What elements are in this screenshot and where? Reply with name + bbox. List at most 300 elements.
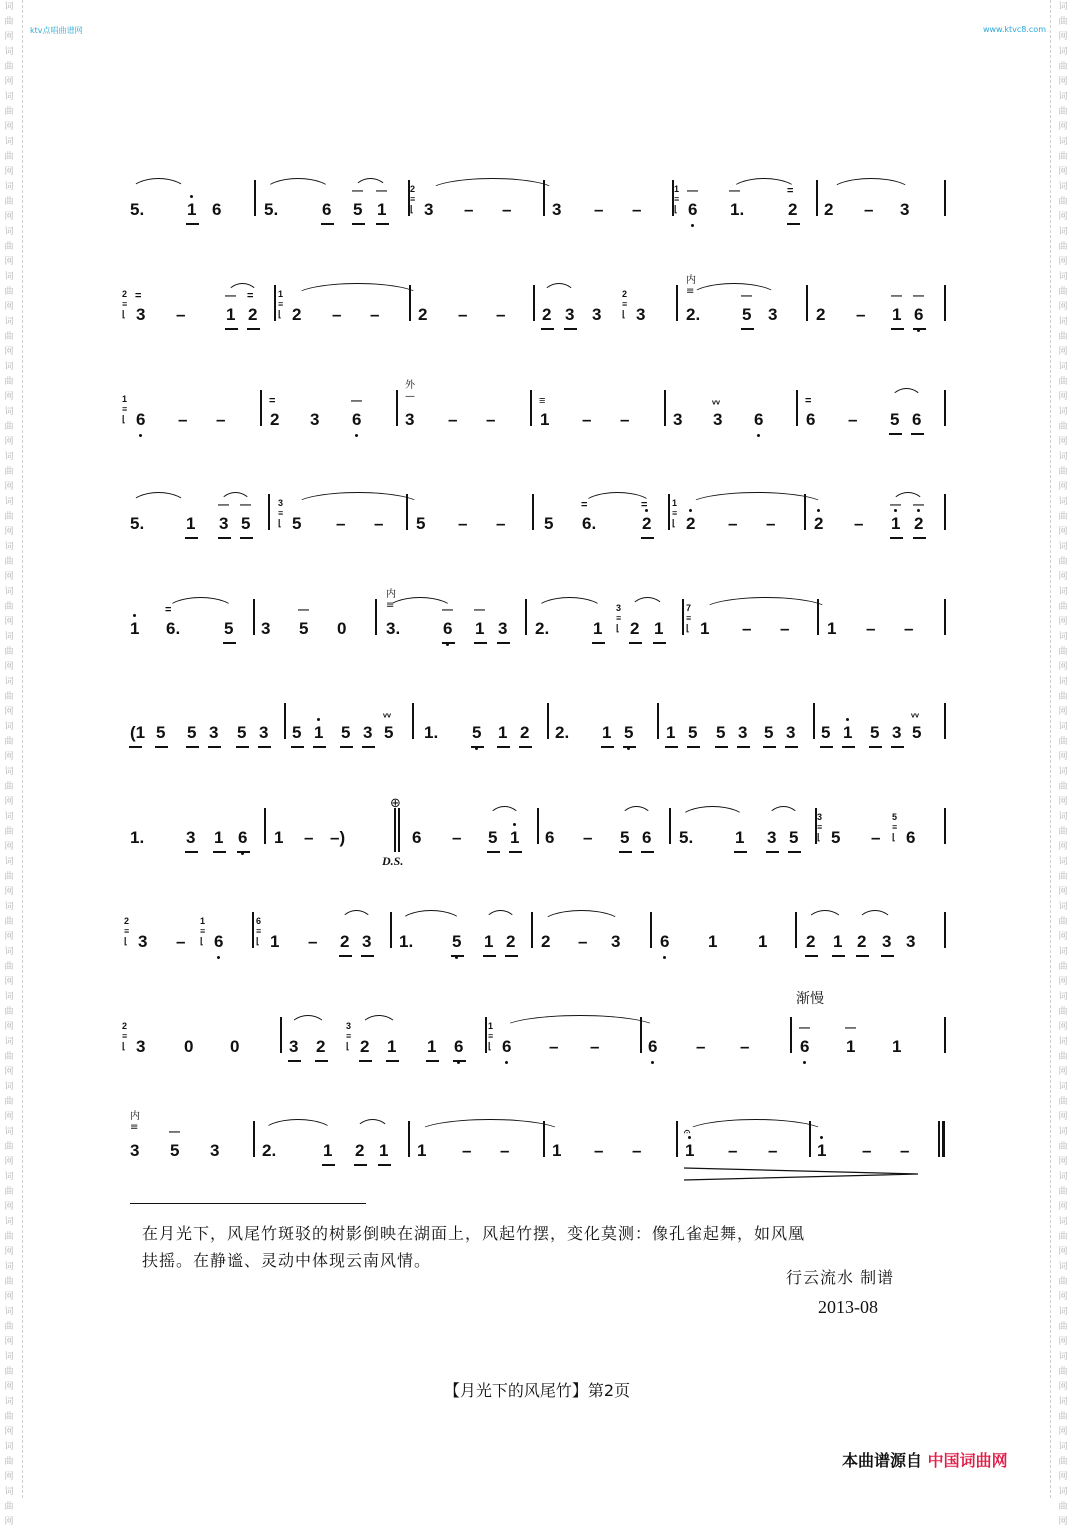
note: 6 xyxy=(754,410,763,430)
double-barline xyxy=(398,808,400,852)
barline xyxy=(664,390,666,426)
note: 5 xyxy=(416,514,426,533)
eighth-underline xyxy=(564,328,577,330)
slur-arc xyxy=(289,1015,327,1029)
high-octave-dot xyxy=(846,718,849,721)
note: 2 xyxy=(340,932,350,951)
barline xyxy=(790,1017,792,1053)
note: 5 xyxy=(341,723,351,742)
barline xyxy=(375,599,377,635)
ornament-mark: — xyxy=(891,290,902,302)
note: 5 xyxy=(870,723,880,742)
eighth-underline xyxy=(247,328,260,330)
eighth-underline xyxy=(483,955,496,957)
note: – xyxy=(458,514,468,533)
slur-arc xyxy=(166,597,235,611)
left-watermark-strip: 词 曲 网 词 曲 网 词 曲 网 词 曲 网 词 曲 网 词 曲 网 词 曲 网 词 曲 网 词 曲 网 词 曲 网 词 曲 网 词 曲 网 词 曲 网 词 曲 网 词 曲 网 词 曲 网 词 曲 网 词 曲 网 词 曲 网 词 曲 网 词 曲 网 词 曲 网 词 曲 网 词 曲 网 词 曲 网 词 曲 网 词 曲 网 词 曲 网 词 曲 网 词 曲 网 词 曲 网 词 曲 网 词 曲 网 词 曲 网 xyxy=(4,2,14,1527)
note: 3 xyxy=(900,200,910,219)
eighth-underline xyxy=(386,1060,399,1062)
note: 3 xyxy=(882,932,892,951)
eighth-underline xyxy=(913,537,926,539)
eighth-underline xyxy=(653,642,666,644)
slur-arc xyxy=(353,178,388,192)
final-barline xyxy=(938,1121,940,1157)
note: 1 xyxy=(187,200,196,220)
note: 6 xyxy=(412,828,422,847)
score-row xyxy=(0,701,1074,781)
note: 1 xyxy=(602,723,612,742)
source-prefix: 本曲谱源自 xyxy=(842,1451,923,1470)
eighth-underline xyxy=(881,955,894,957)
ornament-mark: ≡ xyxy=(539,395,546,407)
ornament-mark: — xyxy=(474,604,485,616)
note: 3 xyxy=(138,932,148,951)
slur-arc xyxy=(130,492,187,506)
note: – xyxy=(856,305,866,324)
barline xyxy=(796,390,798,426)
slur-arc xyxy=(360,1015,398,1029)
barline xyxy=(408,1121,410,1157)
note: 1. xyxy=(130,828,145,847)
note: 6 xyxy=(502,1037,511,1057)
barline xyxy=(254,180,256,216)
eighth-underline xyxy=(487,851,500,853)
fingering-annotation: 内 ≡ xyxy=(130,1111,140,1133)
note: 5 xyxy=(789,828,799,847)
grace-note: 1 ≡ ⌊ xyxy=(278,289,284,319)
note: – xyxy=(486,410,496,429)
grace-note: 3 ≡ ⌊ xyxy=(616,603,622,633)
header-left-site[interactable]: ktv点唱曲谱网 xyxy=(30,26,83,35)
note: 0 xyxy=(184,1037,194,1056)
description-line-1: 在月光下，风尾竹斑驳的树影倒映在湖面上，风起竹摆，变化莫测：像孔雀起舞，如风凰 xyxy=(142,1224,806,1243)
note: 6 xyxy=(642,828,652,847)
note: 3 xyxy=(130,1141,140,1160)
note: 2 xyxy=(360,1037,370,1056)
note: – xyxy=(742,619,752,638)
barline xyxy=(547,703,549,739)
note: – xyxy=(904,619,914,638)
barline xyxy=(944,599,946,635)
final-barline xyxy=(942,1121,945,1157)
low-octave-dot xyxy=(651,1061,654,1064)
note: – xyxy=(871,828,881,847)
barline xyxy=(280,1017,282,1053)
note: 3 xyxy=(219,514,229,533)
barline xyxy=(682,599,684,635)
ornament-mark: = xyxy=(641,499,648,511)
note: 5 xyxy=(156,723,166,742)
barline xyxy=(816,180,818,216)
note: – xyxy=(900,1141,910,1160)
slur-arc xyxy=(264,178,332,192)
eighth-underline xyxy=(519,746,532,748)
slur-arc xyxy=(417,1119,563,1133)
barline xyxy=(657,703,659,739)
score-row xyxy=(0,1111,1074,1199)
ornament-mark: = xyxy=(269,395,276,407)
eighth-underline xyxy=(340,746,353,748)
slur-arc xyxy=(219,492,252,506)
eighth-underline xyxy=(623,746,636,748)
note: 1 xyxy=(827,619,837,638)
note: – xyxy=(332,305,342,324)
note: 1. xyxy=(424,723,439,742)
header-right-url[interactable]: www.ktvc8.com xyxy=(982,25,1046,34)
slur-arc xyxy=(355,1119,390,1133)
eighth-underline xyxy=(665,746,678,748)
note: – xyxy=(620,410,630,429)
note: 5 xyxy=(890,410,900,429)
slur-arc xyxy=(890,388,923,402)
slur-arc xyxy=(690,283,778,297)
note: 3 xyxy=(186,828,196,847)
low-octave-dot xyxy=(803,1061,806,1064)
slur-arc xyxy=(226,283,259,297)
high-octave-dot xyxy=(190,195,193,198)
eighth-underline xyxy=(592,642,605,644)
ornament-mark: — xyxy=(351,395,362,407)
slur-arc xyxy=(830,178,912,192)
note: 5 xyxy=(292,514,302,533)
note: 6 xyxy=(136,410,145,430)
note: 2 xyxy=(355,1141,365,1160)
note: 1 xyxy=(666,723,676,742)
slur-arc xyxy=(386,597,454,611)
note: 1 xyxy=(387,1037,397,1056)
eighth-underline xyxy=(218,537,231,539)
slur-arc xyxy=(702,597,830,611)
fingering-annotation: 内 ≡ xyxy=(386,589,396,611)
note: 2 xyxy=(686,514,695,534)
note: – xyxy=(594,1141,604,1160)
note: 1 xyxy=(891,514,900,534)
eighth-underline xyxy=(497,746,510,748)
note: 1 xyxy=(484,932,494,951)
arrangement-date: 2013-08 xyxy=(818,1297,878,1317)
ornament-mark: = xyxy=(581,499,588,511)
eighth-underline xyxy=(715,746,728,748)
grace-note: 7 ≡ ⌊ xyxy=(686,603,692,633)
eighth-underline xyxy=(291,746,304,748)
eighth-underline xyxy=(129,746,142,748)
eighth-underline xyxy=(890,537,903,539)
note: 1 xyxy=(843,723,852,743)
eighth-underline xyxy=(785,746,798,748)
segno-coda-icon: ⊕ xyxy=(390,796,401,811)
slur-arc xyxy=(484,910,517,924)
note: 5 xyxy=(742,305,752,324)
note: 1 xyxy=(817,1141,826,1161)
low-octave-dot xyxy=(691,224,694,227)
note: 5 xyxy=(237,723,247,742)
eighth-underline xyxy=(766,851,779,853)
eighth-underline xyxy=(236,746,249,748)
barline xyxy=(412,703,414,739)
eighth-underline xyxy=(629,642,642,644)
eighth-underline xyxy=(185,537,198,539)
barline xyxy=(284,703,286,739)
slur-arc xyxy=(340,910,373,924)
slur-arc xyxy=(806,910,844,924)
eighth-underline xyxy=(322,1164,335,1166)
eighth-underline xyxy=(453,1060,466,1062)
eighth-underline xyxy=(497,642,510,644)
eighth-underline xyxy=(911,433,924,435)
note: 6 xyxy=(214,932,223,952)
ornament-mark: — xyxy=(218,499,229,511)
note: 5 xyxy=(472,723,481,743)
eighth-underline xyxy=(856,955,869,957)
note: – xyxy=(862,1141,872,1160)
eighth-underline xyxy=(601,746,614,748)
note: –) xyxy=(330,828,346,847)
score-row xyxy=(0,492,1074,572)
note: 3 xyxy=(636,305,646,324)
slur-arc xyxy=(294,492,422,506)
slur-arc xyxy=(620,806,653,820)
eighth-underline xyxy=(788,851,801,853)
fingering-annotation: 内 ≡ xyxy=(686,275,696,297)
slur-arc xyxy=(857,910,893,924)
note: 1. xyxy=(730,200,745,219)
note: 1 xyxy=(417,1141,427,1160)
eighth-underline xyxy=(741,328,754,330)
note: 1. xyxy=(399,932,414,951)
arranger-credit: 行云流水 制谱 xyxy=(786,1268,895,1287)
note: 1 xyxy=(833,932,843,951)
note: 1 xyxy=(314,723,323,743)
note: 1 xyxy=(270,932,280,951)
eighth-underline xyxy=(471,746,484,748)
note: 3 xyxy=(611,932,621,951)
grace-note: 2 ≡ ⌊ xyxy=(410,184,416,214)
note: – xyxy=(549,1037,559,1056)
note: – xyxy=(740,1037,750,1056)
barline xyxy=(944,808,946,844)
note: – xyxy=(696,1037,706,1056)
grace-note: 2 ≡ ⌊ xyxy=(122,289,128,319)
ornament-mark: = xyxy=(787,185,794,197)
eighth-underline xyxy=(155,746,168,748)
note: 1 xyxy=(758,932,768,951)
eighth-underline xyxy=(541,328,554,330)
note: 3 xyxy=(892,723,902,742)
barline xyxy=(944,180,946,216)
note: 5 xyxy=(299,619,309,638)
barline xyxy=(253,1121,255,1157)
note: – xyxy=(452,828,462,847)
note: – xyxy=(176,305,186,324)
eighth-underline xyxy=(378,1164,391,1166)
eighth-underline xyxy=(842,746,855,748)
note: 6 xyxy=(800,1037,809,1057)
note: – xyxy=(780,619,790,638)
slur-arc xyxy=(535,597,604,611)
note: 1 xyxy=(498,723,508,742)
ornament-mark: — xyxy=(845,1022,856,1034)
note: 1 xyxy=(214,828,224,847)
note: – xyxy=(462,1141,472,1160)
note: – xyxy=(866,619,876,638)
note: – xyxy=(768,1141,778,1160)
barline xyxy=(944,1017,946,1053)
note: – xyxy=(728,1141,738,1160)
note: – xyxy=(582,410,592,429)
tempo-marking: 渐慢 xyxy=(796,991,824,1007)
note: – xyxy=(176,932,186,951)
decrescendo-hairpin xyxy=(682,1166,922,1182)
note: 1 xyxy=(130,619,139,639)
barline xyxy=(944,912,946,948)
note: 2 xyxy=(541,932,551,951)
note: 5 xyxy=(241,514,251,533)
note: 5. xyxy=(679,828,694,847)
note: 6 xyxy=(212,200,222,219)
eighth-underline xyxy=(913,328,926,330)
score-row xyxy=(0,178,1074,258)
eighth-underline xyxy=(288,1060,301,1062)
note: 5 xyxy=(292,723,302,742)
note: – xyxy=(594,200,604,219)
note: – xyxy=(304,828,314,847)
ornament-mark: — xyxy=(376,185,387,197)
ornament-mark: — xyxy=(687,185,698,197)
note: 5 xyxy=(488,828,498,847)
slur-arc xyxy=(294,283,421,297)
ornament-mark: = xyxy=(805,395,812,407)
note: 1 xyxy=(540,410,550,429)
note: 6 xyxy=(352,410,361,430)
note: 1 xyxy=(700,619,710,638)
barline xyxy=(944,494,946,530)
eighth-underline xyxy=(737,746,750,748)
grace-note: 1 ≡ ⌊ xyxy=(488,1021,494,1051)
slur-arc xyxy=(767,806,800,820)
note: – xyxy=(448,410,458,429)
eighth-underline xyxy=(509,851,522,853)
note: 1 xyxy=(685,1141,694,1161)
note: 3 xyxy=(136,1037,146,1056)
note: 3 xyxy=(261,619,271,638)
slur-arc xyxy=(582,492,653,506)
note: 3 xyxy=(552,200,562,219)
ornament-mark: ᵥᵥ xyxy=(911,708,920,720)
eighth-underline xyxy=(734,851,747,853)
footnote-rule xyxy=(130,1203,366,1204)
note: 1 xyxy=(186,514,196,533)
slur-arc xyxy=(428,178,557,192)
note: 5. xyxy=(130,514,145,533)
note: 3 xyxy=(136,305,146,324)
ornament-mark: 𝄐 xyxy=(684,1126,691,1138)
note: 2 xyxy=(816,305,826,324)
ornament-mark: ᵥᵥ xyxy=(383,708,392,720)
eighth-underline xyxy=(361,955,374,957)
note: 1 xyxy=(379,1141,389,1160)
note: 2 xyxy=(248,305,258,324)
eighth-underline xyxy=(442,642,455,644)
note: 3 xyxy=(362,932,372,951)
note: 6 xyxy=(806,410,816,429)
barline xyxy=(253,599,255,635)
eighth-underline xyxy=(223,642,236,644)
note: – xyxy=(464,200,474,219)
note: 3 xyxy=(786,723,796,742)
barline xyxy=(531,912,533,948)
source-site-link[interactable]: 中国词曲网 xyxy=(927,1451,1008,1470)
note: 2 xyxy=(542,305,552,324)
note: 6 xyxy=(322,200,332,219)
barline xyxy=(530,390,532,426)
note: 6 xyxy=(912,410,922,429)
note: 1 xyxy=(593,619,603,638)
low-octave-dot xyxy=(139,434,142,437)
eighth-underline xyxy=(315,1060,328,1062)
grace-note: 3 ≡ ⌊ xyxy=(346,1021,352,1051)
barline xyxy=(268,494,270,530)
grace-note: 6 ≡ ⌊ xyxy=(256,916,262,946)
note: 2 xyxy=(506,932,516,951)
barline xyxy=(795,912,797,948)
barline xyxy=(525,599,527,635)
note: 5. xyxy=(264,200,279,219)
note: – xyxy=(370,305,380,324)
ornament-mark: = xyxy=(135,290,142,302)
slur-arc xyxy=(730,178,798,192)
note: 2. xyxy=(555,723,570,742)
eighth-underline xyxy=(832,955,845,957)
note: 2 xyxy=(806,932,816,951)
eighth-underline xyxy=(225,328,238,330)
note: 6 xyxy=(545,828,555,847)
note: 2. xyxy=(262,1141,277,1160)
note: 5 xyxy=(716,723,726,742)
slur-arc xyxy=(502,1015,658,1029)
note: 1 xyxy=(323,1141,333,1160)
note: – xyxy=(864,200,874,219)
eighth-underline xyxy=(186,223,199,225)
slur-arc xyxy=(541,910,622,924)
note: 3 xyxy=(592,305,602,324)
eighth-underline xyxy=(474,642,487,644)
note: – xyxy=(496,514,506,533)
page-footer: 【月光下的风尾竹】第2页 xyxy=(443,1381,631,1400)
grace-note: 1 ≡ ⌊ xyxy=(674,184,680,214)
eighth-underline xyxy=(186,746,199,748)
note: 1 xyxy=(846,1037,856,1056)
score-row xyxy=(0,796,1074,886)
low-octave-dot xyxy=(217,956,220,959)
ornament-mark: — xyxy=(298,604,309,616)
note: 5 xyxy=(384,723,394,742)
note: 1 xyxy=(274,828,284,847)
slur-arc xyxy=(542,283,576,297)
barline xyxy=(669,808,671,844)
eighth-underline xyxy=(240,537,253,539)
ornament-mark: — xyxy=(741,290,752,302)
barline xyxy=(806,285,808,321)
note: 6 xyxy=(454,1037,463,1057)
grace-note: 1 ≡ ⌊ xyxy=(122,394,128,424)
score-row xyxy=(0,275,1074,363)
note: – xyxy=(308,932,318,951)
note: 3 xyxy=(405,410,415,429)
note: 1 xyxy=(892,1037,902,1056)
eighth-underline xyxy=(763,746,776,748)
slur-arc xyxy=(399,910,463,924)
score-row xyxy=(0,1015,1074,1095)
